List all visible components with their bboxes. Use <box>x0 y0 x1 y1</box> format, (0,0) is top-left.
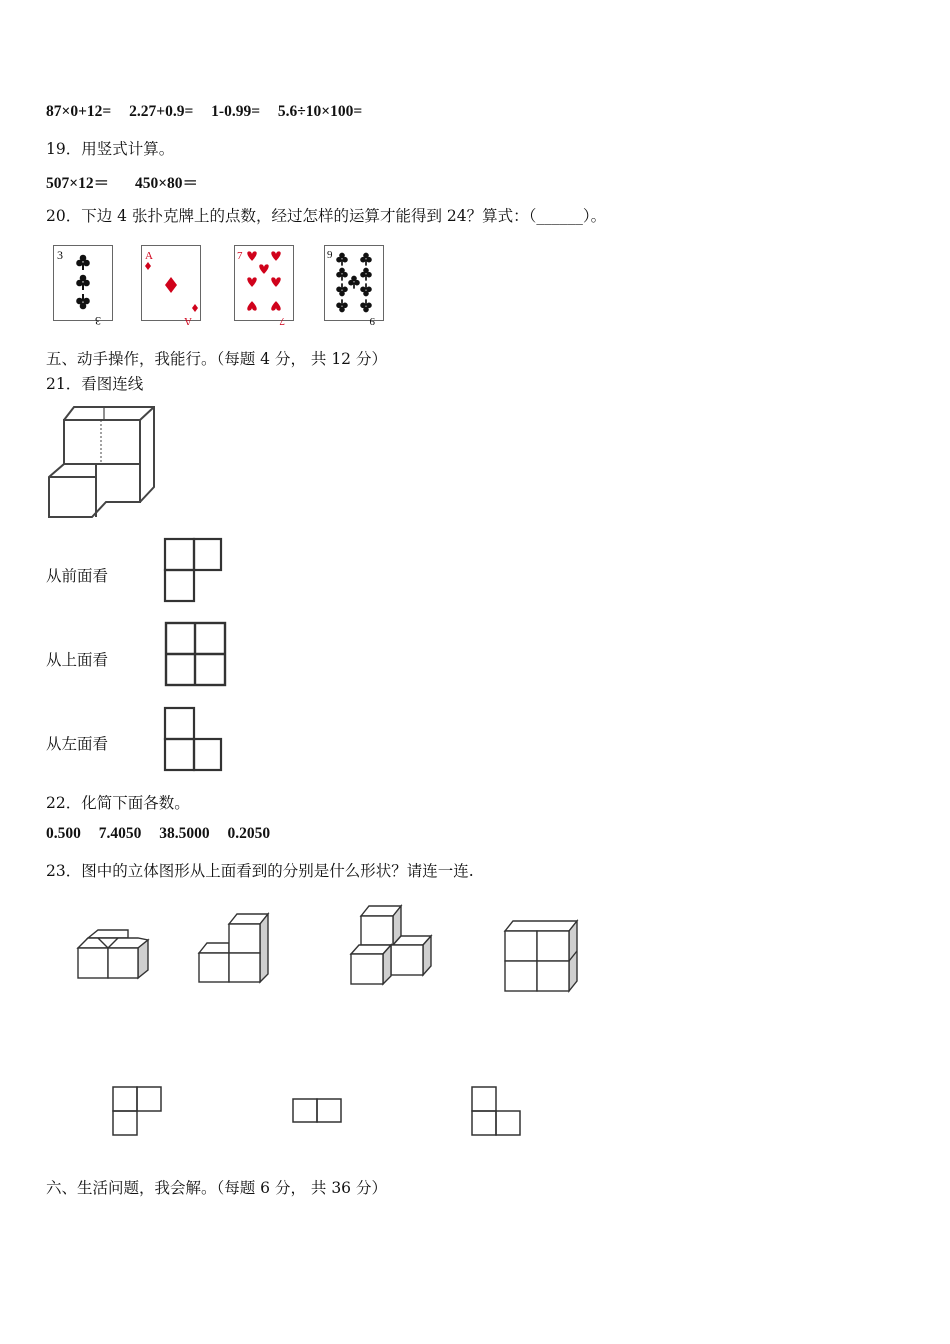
number-item: 7.4050 <box>98 825 142 842</box>
svg-text:A: A <box>184 315 192 327</box>
club-icon <box>76 255 90 310</box>
top-view-grid <box>162 619 230 689</box>
solid-figure-3 <box>347 902 437 990</box>
q20-title: 20．下边 4 张扑克牌上的点数，经过怎样的运算才能得到 24？算式：（______）。 <box>46 207 607 225</box>
calc-item: 1-0.99= <box>211 103 261 120</box>
calc-item: 87×0+12= <box>46 103 112 120</box>
playing-card-9-clubs <box>324 245 384 327</box>
calc-item: 2.27+0.9= <box>129 103 194 120</box>
calc-item: 507×12＝ <box>46 175 110 192</box>
svg-text:7: 7 <box>279 315 285 327</box>
view-label-left: 从左面看 <box>46 735 109 753</box>
view-label-top: 从上面看 <box>46 651 109 669</box>
number-item: 0.2050 <box>227 825 271 842</box>
calc-item: 450×80＝ <box>134 175 199 192</box>
heart-icon <box>247 251 280 310</box>
q19-items <box>46 171 220 193</box>
q23-title: 23．图中的立体图形从上面看到的分别是什么形状？请连一连. <box>46 862 474 880</box>
svg-text:9: 9 <box>369 315 375 327</box>
club-icon <box>336 253 372 313</box>
playing-card-7-hearts <box>234 245 294 327</box>
q21-title: 21．看图连线 <box>46 375 144 393</box>
left-view-grid <box>162 704 226 774</box>
solid-figure-4 <box>501 915 581 995</box>
number-item: 0.500 <box>46 825 81 842</box>
card-rank: 3 <box>95 314 101 328</box>
solid-figure-2 <box>196 910 276 988</box>
number-item: 38.5000 <box>159 825 210 842</box>
card-rank: 3 <box>57 248 63 262</box>
front-view-grid <box>162 536 226 604</box>
q22-title: 22．化简下面各数。 <box>46 794 190 812</box>
view-label-front: 从前面看 <box>46 567 109 585</box>
top-view-option-2 <box>288 1094 346 1126</box>
stacked-cubes-figure <box>44 402 159 522</box>
diamond-icon <box>165 277 177 293</box>
playing-card-3-clubs <box>53 245 113 328</box>
section5-title: 五、动手操作，我能行。（每题 4 分， 共 12 分） <box>46 350 387 368</box>
calc-row <box>46 103 376 121</box>
card-rank: A <box>145 250 153 262</box>
section6-title: 六、生活问题，我会解。（每题 6 分， 共 36 分） <box>46 1179 387 1197</box>
q19-title: 19．用竖式计算。 <box>46 140 175 158</box>
card-rank: 7 <box>237 250 243 262</box>
top-view-option-1 <box>108 1082 166 1140</box>
q22-items <box>46 825 284 843</box>
calc-item: 5.6÷10×100= <box>277 103 363 120</box>
playing-card-a-diamonds <box>141 245 201 327</box>
solid-figure-1 <box>74 926 154 984</box>
top-view-option-3 <box>467 1082 525 1140</box>
card-rank: 9 <box>327 249 333 261</box>
